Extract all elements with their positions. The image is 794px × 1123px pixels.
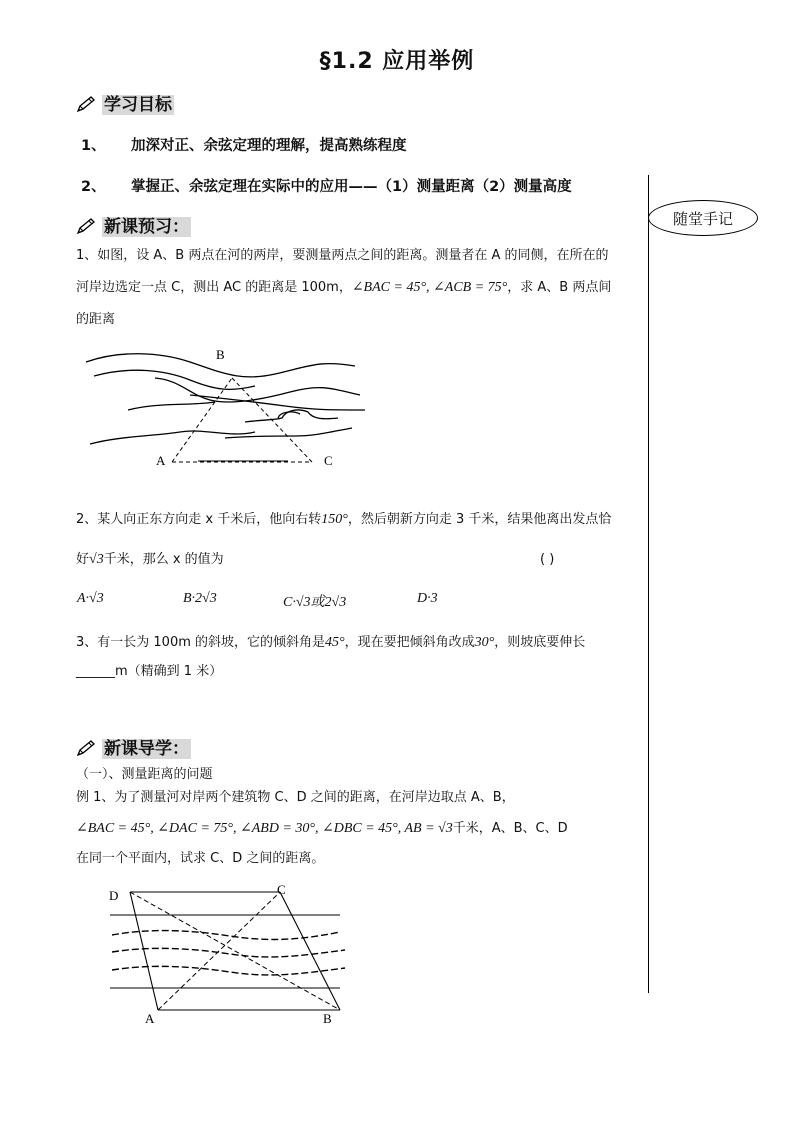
section-label: 新课导学：	[104, 739, 189, 759]
answer-blank: ( )	[540, 552, 555, 567]
section-preview	[76, 212, 191, 240]
fig2-label-C: C	[277, 882, 286, 897]
example1-line	[76, 819, 568, 839]
problem2-text: ，然后朝新方向走 3 千米，结果他离出发点恰	[347, 512, 612, 527]
section-label: 学习目标	[104, 95, 172, 115]
objective-item	[81, 175, 572, 196]
objective-number: 2、	[81, 179, 106, 195]
section-label: 新课预习：	[104, 217, 189, 237]
section-learning-goals	[76, 90, 174, 118]
objective-number: 1、	[81, 138, 106, 154]
problem1-line: 的距离	[76, 312, 116, 327]
pencil-icon	[76, 217, 96, 240]
fig1-label-A: A	[156, 453, 166, 468]
quadrilateral-figure	[100, 880, 360, 1030]
example1-text: 千米，A、B、C、D	[452, 821, 568, 836]
problem2-line	[76, 510, 611, 530]
problem2-text: 千米，那么 x 的值为	[103, 552, 224, 567]
objective-item	[81, 134, 407, 155]
problem3-line	[76, 633, 585, 653]
problem2-text: 好	[76, 552, 90, 567]
fig2-label-B: B	[323, 1011, 332, 1026]
option-a: A·√3	[77, 591, 104, 606]
fig2-label-D: D	[109, 888, 119, 903]
sidebar-notes-label: 随堂手记	[648, 200, 758, 236]
section-guided-learning	[76, 734, 191, 762]
option-c: C·√3或2√3	[283, 595, 347, 610]
problem1-math: ∠BAC = 45°, ∠ACB = 75°	[351, 280, 508, 295]
problem3-text: ，则坡底要伸长	[494, 635, 586, 650]
problem1-line	[76, 278, 611, 298]
fig1-label-B: B	[216, 347, 225, 362]
fig2-label-A: A	[145, 1011, 155, 1026]
option-b: B·2√3	[183, 591, 217, 606]
example1-line: 在同一个平面内，试求 C、D 之间的距离。	[76, 851, 325, 866]
river-figure	[80, 340, 370, 475]
example1-line: 例 1、为了测量河对岸两个建筑物 C、D 之间的距离，在河岸边取点 A、B，	[76, 790, 515, 805]
problem1-text: 河岸边选定一点 C，测出 AC 的距离是 100m，	[76, 280, 352, 295]
problem2-math: √3	[89, 552, 104, 567]
problem1-line: 1、如图，设 A、B 两点在河的两岸，要测量两点之间的距离。测量者在 A 的同侧，在所在的	[76, 248, 609, 263]
fig1-label-C: C	[324, 453, 333, 468]
problem3-math: 30°	[474, 635, 495, 650]
part-heading: （一）、测量距离的问题	[76, 767, 213, 782]
pencil-icon	[76, 739, 96, 762]
option-d: D·3	[417, 591, 438, 606]
sidebar-divider	[648, 175, 649, 993]
problem3-text: ，现在要把倾斜角改成	[344, 635, 475, 650]
problem2-line	[76, 550, 224, 570]
problem2-text: 2、某人向正东方向走 x 千米后，他向右转	[76, 512, 322, 527]
problem3-line: ______m（精确到 1 米）	[76, 664, 223, 679]
problem3-math: 45°	[325, 635, 345, 650]
example1-math: ∠BAC = 45°, ∠DAC = 75°, ∠ABD = 30°, ∠DBC = 45°, AB = √3	[76, 821, 453, 836]
objective-text: 加深对正、余弦定理的理解，提高熟练程度	[131, 138, 407, 154]
page-title: §1.2 应用举例	[319, 49, 475, 74]
problem1-text: ，求 A、B 两点间	[507, 280, 612, 295]
pencil-icon	[76, 95, 96, 118]
problem3-text: 3、有一长为 100m 的斜坡，它的倾斜角是	[76, 635, 326, 650]
objective-text: 掌握正、余弦定理在实际中的应用——（1）测量距离（2）测量高度	[131, 179, 572, 195]
problem2-math: 150°	[321, 512, 348, 527]
